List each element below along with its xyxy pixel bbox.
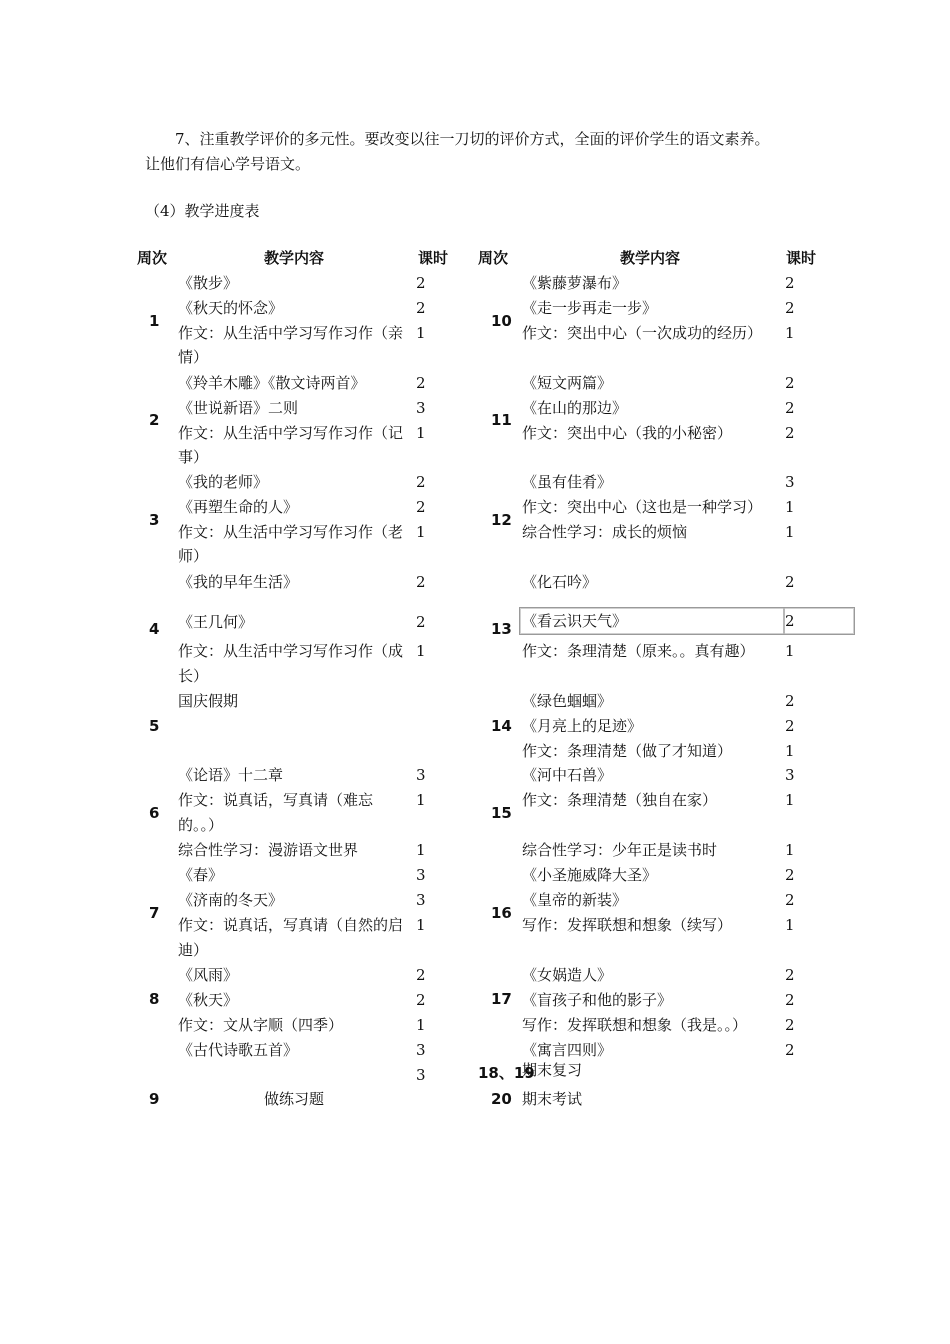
table-row-content: 综合性学习：少年正是读书时 [522, 841, 718, 859]
table-row-hours: 2 [785, 717, 795, 735]
header-content-left: 教学内容 [264, 249, 325, 267]
table-row-content: 期末复习 [522, 1061, 583, 1079]
table-row-content: 《再塑生命的人》 [178, 498, 299, 516]
table-row-content: 国庆假期 [178, 692, 239, 710]
table-row-content: 《化石吟》 [522, 573, 598, 591]
table-row-content: 作文：从生活中学习写作习作（记 [178, 424, 404, 442]
table-row-hours: 2 [785, 966, 795, 984]
table-row-hours: 3 [416, 1041, 426, 1059]
header-content-right: 教学内容 [620, 249, 681, 267]
table-row-content: 作文：说真话，写真请（自然的启 [178, 916, 404, 934]
table-row-hours: 2 [416, 573, 426, 591]
table-row-content: 作文：说真话，写真请（难忘 [178, 791, 374, 809]
week-number: 16 [491, 904, 512, 922]
table-row-content: 期末考试 [522, 1090, 583, 1108]
week-number: 5 [149, 717, 160, 735]
table-row-content: 作文：突出中心（我的小秘密） [522, 424, 733, 442]
table-row-hours: 1 [416, 642, 426, 660]
table-row-content: 作文：从生活中学习写作习作（老 [178, 523, 404, 541]
table-row-content: 作文：从生活中学习写作习作（成 [178, 642, 404, 660]
intro-text-1: 7、注重教学评价的多元性。要改变以往一刀切的评价方式，全面的评价学生的语文素养。 [175, 130, 770, 148]
table-row-hours: 1 [785, 523, 795, 541]
week-number: 10 [491, 312, 512, 330]
table-row-content: 《盲孩子和他的影子》 [522, 991, 673, 1009]
table-row-content: 《羚羊木雕》《散文诗两首》 [178, 374, 366, 392]
table-row-content: 《秋天的怀念》 [178, 299, 284, 317]
table-row-hours: 3 [416, 891, 426, 909]
table-row-hours: 2 [416, 966, 426, 984]
table-row-hours: 3 [416, 766, 426, 784]
table-row-content: 《风雨》 [178, 966, 239, 984]
table-row-content: 迪） [178, 941, 209, 959]
week-number: 12 [491, 511, 512, 529]
table-row-content: 《世说新语》二则 [178, 399, 299, 417]
table-row-content: 《绿色蝈蝈》 [522, 692, 613, 710]
week-number: 20 [491, 1090, 512, 1108]
table-row-hours: 1 [416, 523, 426, 541]
week-number: 11 [491, 411, 512, 429]
table-row-content: 作文：文从字顺（四季） [178, 1016, 344, 1034]
table-row-hours: 1 [416, 1016, 426, 1034]
week-number: 9 [149, 1090, 160, 1108]
table-row-hours: 1 [416, 324, 426, 342]
table-row-content: 《女娲造人》 [522, 966, 613, 984]
table-row-content: 做练习题 [264, 1090, 325, 1108]
intro-paragraph-line2 [145, 152, 815, 176]
week-number: 15 [491, 804, 512, 822]
table-row-hours: 2 [785, 573, 795, 591]
table-row-hours: 3 [416, 399, 426, 417]
table-row-content: 作文：突出中心（一次成功的经历） [522, 324, 763, 342]
intro-text-2: 让他们有信心学号语文。 [145, 155, 311, 173]
table-row-hours: 2 [416, 498, 426, 516]
header-week-left: 周次 [137, 249, 168, 267]
week-number: 4 [149, 620, 160, 638]
table-row-hours: 2 [416, 473, 426, 491]
header-hours-right: 课时 [786, 249, 817, 267]
week-number: 7 [149, 904, 160, 922]
intro-paragraph-line1 [145, 127, 815, 151]
table-row-hours: 1 [785, 742, 795, 760]
table-row-content: 《我的早年生活》 [178, 573, 299, 591]
table-row-content: 的。。） [178, 816, 224, 834]
table-row-content: 情） [178, 348, 209, 366]
table-row-content: 《河中石兽》 [522, 766, 613, 784]
week-number: 17 [491, 990, 512, 1008]
table-row-content: 事） [178, 448, 209, 466]
table-row-content: 作文：突出中心（这也是一种学习） [522, 498, 763, 516]
week-number: 3 [149, 511, 160, 529]
table-row-content: 《王几何》 [178, 613, 254, 631]
table-row-hours: 2 [785, 692, 795, 710]
table-row-hours: 2 [785, 991, 795, 1009]
table-row-hours: 3 [785, 766, 795, 784]
table-row-hours: 2 [416, 374, 426, 392]
table-row-hours: 2 [785, 891, 795, 909]
table-row-hours: 2 [416, 274, 426, 292]
table-row-content: 《紫藤萝瀑布》 [522, 274, 628, 292]
table-row-content: 作文：条理清楚（独自在家） [522, 791, 718, 809]
section-title: （4）教学进度表 [145, 202, 260, 220]
table-row-hours: 1 [416, 791, 426, 809]
table-row-hours: 2 [785, 374, 795, 392]
table-row-content: 《短文两篇》 [522, 374, 613, 392]
table-row-content: 《虽有佳肴》 [522, 473, 613, 491]
table-row-content: 《在山的那边》 [522, 399, 628, 417]
table-row-content: 《古代诗歌五首》 [178, 1041, 299, 1059]
table-row-hours: 3 [416, 866, 426, 884]
table-row-content: 《走一步再走一步》 [522, 299, 658, 317]
table-row-hours: 1 [785, 841, 795, 859]
table-row-hours: 1 [785, 498, 795, 516]
table-row-hours: 1 [416, 424, 426, 442]
table-row-content: 作文：从生活中学习写作习作（亲 [178, 324, 404, 342]
table-row-content: 写作：发挥联想和想象（我是。。） [522, 1016, 748, 1034]
table-row-hours: 2 [785, 866, 795, 884]
week-number: 1 [149, 312, 160, 330]
table-row-hours: 1 [416, 841, 426, 859]
table-row-hours: 2 [785, 399, 795, 417]
table-row-content: 《论语》十二章 [178, 766, 284, 784]
table-row-content: 综合性学习：成长的烦恼 [522, 523, 688, 541]
table-row-hours: 2 [785, 274, 795, 292]
table-row-content: 长） [178, 667, 209, 685]
table-row-hours: 1 [416, 916, 426, 934]
week-number: 13 [491, 620, 512, 638]
table-row-hours: 1 [785, 642, 795, 660]
table-row-content: 《散步》 [178, 274, 239, 292]
table-row-hours: 2 [785, 1016, 795, 1034]
week-number: 14 [491, 717, 512, 735]
table-row-content: 《春》 [178, 866, 224, 884]
table-row-content: 《济南的冬天》 [178, 891, 284, 909]
table-row-content: 综合性学习：漫游语文世界 [178, 841, 359, 859]
table-row-hours: 3 [785, 473, 795, 491]
table-row-hours: 1 [785, 324, 795, 342]
table-row-content: 写作：发挥联想和想象（续写） [522, 916, 733, 934]
table-row-hours: 1 [785, 791, 795, 809]
table-row-content: 作文：条理清楚（做了才知道） [522, 742, 733, 760]
table-row-hours: 1 [785, 916, 795, 934]
table-row-content: 《寓言四则》 [522, 1041, 613, 1059]
table-row-content: 《看云识天气》 [522, 612, 628, 630]
table-row-hours: 2 [785, 1041, 795, 1059]
table-row-hours: 3 [416, 1066, 426, 1084]
table-row-hours: 2 [416, 613, 426, 631]
header-week-right: 周次 [478, 249, 509, 267]
table-row-content: 作文：条理清楚（原来。。真有趣） [522, 642, 755, 660]
table-row-content: 《月亮上的足迹》 [522, 717, 643, 735]
week-number: 18、19 [478, 1064, 535, 1082]
table-row-content: 《小圣施威降大圣》 [522, 866, 658, 884]
week-number: 6 [149, 804, 160, 822]
table-row-hours: 2 [785, 424, 795, 442]
table-row-content: 《皇帝的新装》 [522, 891, 628, 909]
table-row-content: 《我的老师》 [178, 473, 269, 491]
table-row-hours: 2 [416, 299, 426, 317]
table-row-content: 师） [178, 547, 209, 565]
table-row-hours: 2 [416, 991, 426, 1009]
table-row-hours: 2 [785, 612, 795, 630]
header-hours-left: 课时 [418, 249, 449, 267]
table-row-content: 《秋天》 [178, 991, 239, 1009]
week-number: 2 [149, 411, 160, 429]
table-row-hours: 2 [785, 299, 795, 317]
week-number: 8 [149, 990, 160, 1008]
